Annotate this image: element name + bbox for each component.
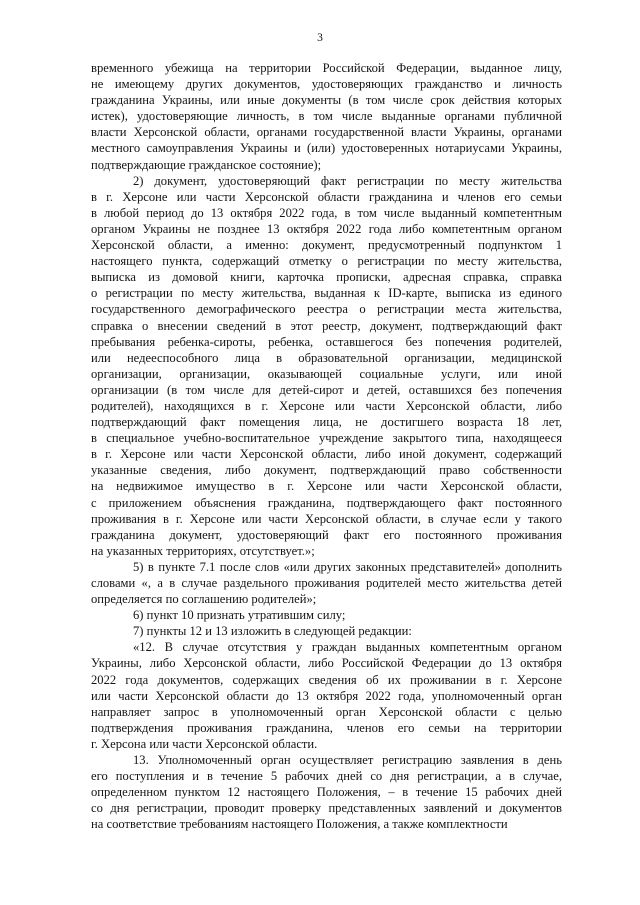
text-line: гражданина Украины, или иные документы (в том числе срок действия которых [91, 93, 562, 108]
text-line: на указанных территориях, отсутствует.»; [91, 543, 315, 558]
text-line: 2) документ, удостоверяющий факт регистрации по месту жительства [133, 173, 562, 188]
text-line: родителей), находящихся в г. Херсоне или части Херсонской области, либо [91, 398, 562, 413]
paragraph [91, 623, 562, 639]
text-line: направляет запрос в уполномоченный орган Херсонской области с целью [91, 704, 562, 719]
paragraph [91, 607, 562, 623]
text-line: справка о внесении сведений в этот реестр, документ, подтверждающий факт [91, 318, 562, 333]
text-line: истек), удостоверяющие личность, в том числе выданные органами публичной [91, 109, 562, 124]
text-line: 7) пункты 12 и 13 изложить в следующей редакции: [133, 624, 412, 639]
paragraph [91, 639, 562, 752]
text-line: на недвижимое имущество в г. Херсоне или части Херсонской области, [91, 479, 562, 494]
paragraph [91, 60, 562, 173]
text-line: органом Украины не позднее 13 октября 2022 года либо компетентным органом [91, 221, 562, 236]
paragraph [91, 173, 562, 559]
text-line: местного самоуправления Украины и (или) удостоверенных нотариусами Украины, [91, 141, 562, 156]
paragraph [91, 752, 562, 832]
text-line: на соответствие требованиям настоящего Положения, а также комплектности [91, 817, 508, 832]
text-line: словами «, а в случае раздельного проживания родителей место жительства детей [91, 576, 562, 590]
text-line: 2022 года документов, содержащих сведения об их проживании в г. Херсоне [91, 672, 562, 687]
text-line: временного убежища на территории Российской Федерации, выданное лицу, [91, 61, 562, 75]
text-line: Херсонской области, а именно: документ, предусмотренный подпунктом 1 [91, 238, 562, 253]
text-line: Украины, либо Херсонской области, либо Российской Федерации до 13 октября [91, 656, 562, 671]
text-line: г. Херсона или части Херсонской области. [91, 736, 318, 751]
text-line: государственного демографического реестра о регистрации места жительства, [91, 302, 562, 317]
text-line: со дня регистрации, проводит проверку представленных заявлений и документов [91, 801, 562, 816]
text-line: его поступления и в течение 5 рабочих дней со дня регистрации, а в случае, [91, 769, 562, 784]
text-line: власти Херсонской области, органами государственной власти Украины, органами [91, 125, 562, 140]
text-line: 5) в пункте 7.1 после слов «или других законных представителей» дополнить [133, 559, 562, 574]
text-line: 6) пункт 10 признать утратившим силу; [133, 608, 346, 623]
text-line: организации (в том числе для детей-сирот и детей, оставшихся без попечения [91, 382, 562, 397]
text-line: пребывания ребенка-сироты, ребенка, оставшегося без попечения родителей, [91, 334, 562, 349]
text-line: или части Херсонской области до 13 октября 2022 года, уполномоченный орган [91, 688, 562, 703]
text-line: подтверждающий факт помещения лица, не достигшего возраста 18 лет, [91, 415, 562, 430]
document-body [91, 60, 562, 833]
text-line: в г. Херсоне или части Херсонской области, либо иной документ, содержащий [91, 447, 562, 462]
text-line: не имеющему других документов, удостоверяющих гражданство и личность [91, 77, 562, 92]
text-line: проживания в г. Херсоне или части Херсонской области, в случае если у такого [91, 511, 562, 526]
text-line: или недееспособного лица в образовательной организации, медицинской [91, 350, 562, 365]
text-line: определяется по соглашению родителей»; [91, 592, 317, 607]
text-line: выписка из домовой книги, карточка прописки, адресная справка, справка [91, 270, 562, 285]
text-line: о регистрации по месту жительства, выданная к ID-карте, выписка из единого [91, 286, 562, 301]
text-line: в специальное учебно-воспитательное учреждение закрытого типа, находящееся [91, 431, 562, 446]
text-line: настоящего пункта, содержащий отметку о регистрации по месту жительства, [91, 254, 562, 269]
text-line: в любой период до 13 октября 2022 года, в том числе выданный компетентным [91, 205, 562, 220]
text-line: с приложением объяснения гражданина, подтверждающего факт постоянного [91, 495, 562, 510]
text-line: подтверждающие гражданское состояние); [91, 157, 322, 172]
text-line: «12. В случае отсутствия у граждан выданных компетентным органом [133, 640, 562, 655]
text-line: определенном пунктом 12 настоящего Положения, – в течение 15 рабочих дней [91, 785, 562, 800]
text-line: указанные сведения, либо документ, подтверждающий право собственности [91, 463, 562, 478]
paragraph [91, 559, 562, 607]
text-line: подтверждения проживания гражданина, членов его семьи на территории [91, 720, 562, 735]
text-line: гражданина документ, удостоверяющий факт его постоянного проживания [91, 527, 562, 542]
page-number: 3 [317, 32, 323, 44]
text-line: в г. Херсоне или части Херсонской области гражданина и членов его семьи [91, 189, 562, 204]
text-line: 13. Уполномоченный орган осуществляет регистрацию заявления в день [133, 753, 562, 768]
text-line: организации, организации, оказывающей социальные услуги, или иной [91, 366, 562, 381]
